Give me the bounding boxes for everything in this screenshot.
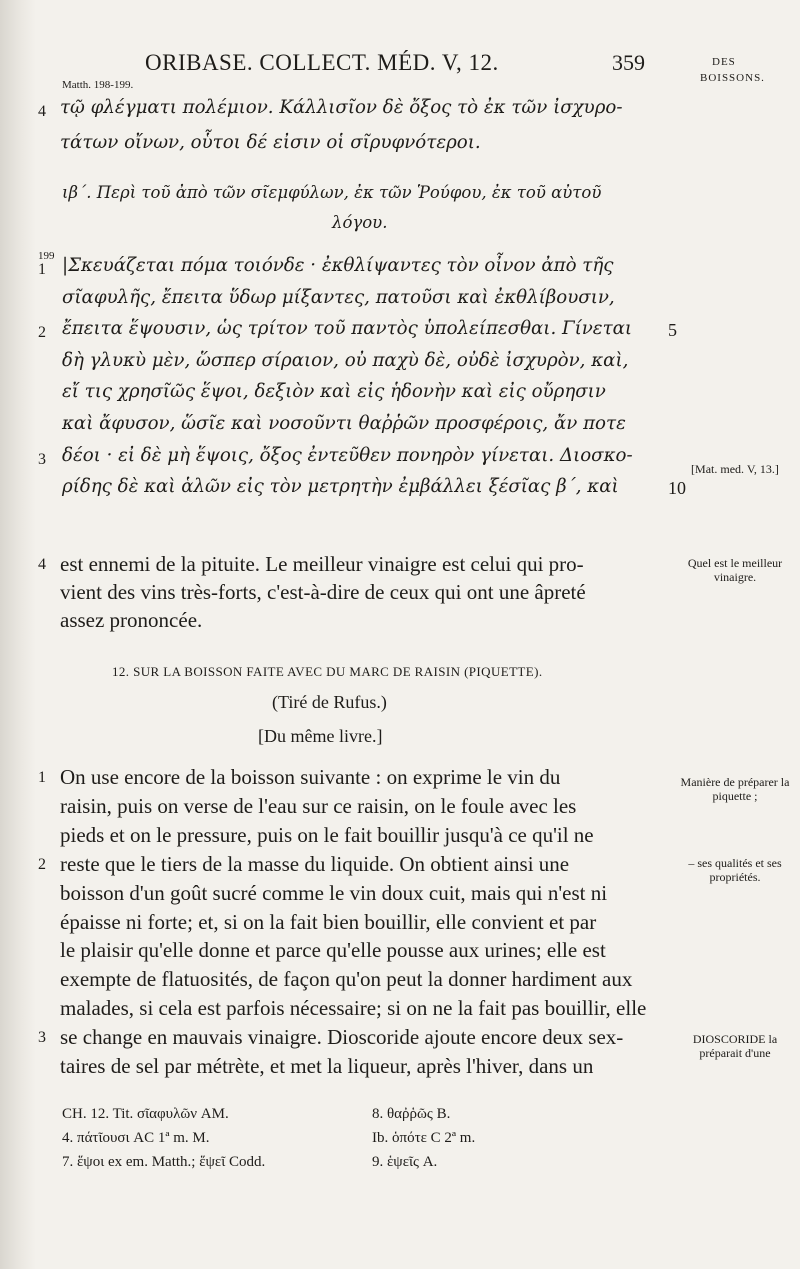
text-line: ρίδης δὲ καὶ ἁλῶν εἰς τὸν μετρητὴν ἐμβάλλει ξέσῖας β΄, καὶ bbox=[62, 476, 619, 498]
chapter-book: [Du même livre.] bbox=[258, 726, 383, 746]
paragraph-number: 3 bbox=[38, 1029, 46, 1047]
text-line: épaisse ni forte; et, si on la fait bien bouillir, elle convient et par bbox=[60, 909, 597, 934]
footnote: 8. θαῤῥῶς B. bbox=[372, 1106, 451, 1122]
text-line: |Σκευάζεται πόμα τοιόνδε · ἐκθλίψαντες τὸν οἶνον ἀπὸ τῆς bbox=[62, 255, 614, 276]
text-line: On use encore de la boisson suivante : on exprime le vin du bbox=[60, 765, 561, 789]
text-line: εἴ τις χρησῖῶς ἕψοι, δεξιὸν καὶ εἰς ἡδονὴν καὶ εἰς οὔρησιν bbox=[62, 381, 606, 403]
paragraph-number: 1 bbox=[38, 261, 46, 278]
footnote: 4. πάτῖουσι AC 1ª m. M. bbox=[62, 1130, 210, 1146]
text-line: exempte de flatuosités, de façon qu'on peut la donner hardiment aux bbox=[60, 967, 633, 992]
text-line: δέοι · εἰ δὲ μὴ ἕψοις, ὄξος ἐντεῦθεν πονηρὸν γίνεται. Διοσκο- bbox=[62, 444, 633, 466]
paragraph-number: 4 bbox=[38, 556, 46, 573]
paragraph-number: 1 bbox=[38, 769, 46, 786]
greek-chapter-title: ιβ΄. Περὶ τοῦ ἀπὸ τῶν σῖεμφύλων, ἐκ τῶν Ῥούφου, ἐκ τοῦ αὐτοῦ bbox=[62, 183, 602, 202]
chapter-source: (Tiré de Rufus.) bbox=[272, 692, 387, 712]
edition-reference: Matth. 198-199. bbox=[62, 79, 134, 91]
page-gutter-shade bbox=[0, 0, 36, 1269]
line-number: 10 bbox=[668, 478, 686, 499]
margin-note-vinegar: Quel est le meilleur vinaigre. bbox=[687, 556, 783, 584]
chapter-title: 12. SUR LA BOISSON FAITE AVEC DU MARC DE RAISIN (PIQUETTE). bbox=[112, 664, 543, 679]
paragraph-number: 3 bbox=[38, 450, 46, 468]
footnote: 9. ἑψεῖς A. bbox=[372, 1154, 438, 1170]
page-number: 359 bbox=[612, 50, 645, 75]
margin-note-qualities: – ses qualités et ses propriétés. bbox=[688, 856, 782, 884]
side-head-line-2: BOISSONS. bbox=[700, 72, 765, 84]
footnote: CH. 12. Tit. σῖαφυλῶν AM. bbox=[62, 1106, 229, 1122]
text-line: le plaisir qu'elle donne et parce qu'elle pousse aux urines; elle est bbox=[60, 938, 606, 963]
footnote: Ib. ὁπότε C 2ª m. bbox=[372, 1130, 476, 1146]
text-line: taires de sel par métrète, et met la liqueur, après l'hiver, dans un bbox=[60, 1054, 594, 1078]
text-line: σῖαφυλῆς, ἔπειτα ὕδωρ μίξαντες, πατοῦσι καὶ ἐκθλίβουσιν, bbox=[62, 286, 615, 308]
text-line: malades, si cela est parfois nécessaire; si on ne la fait pas bouillir, elle bbox=[60, 996, 647, 1021]
paragraph-number: 4 bbox=[38, 103, 46, 120]
text-line: pieds et on le pressure, puis on le fait bouillir jusqu'à ce qu'il ne bbox=[60, 822, 594, 847]
paragraph-number: 2 bbox=[38, 855, 46, 873]
text-line: se change en mauvais vinaigre. Dioscoride ajoute encore deux sex- bbox=[60, 1025, 624, 1050]
line-number: 5 bbox=[668, 320, 677, 341]
text-line: raisin, puis on verse de l'eau sur ce raisin, on le foule avec les bbox=[60, 793, 577, 818]
running-head: ORIBASE. COLLECT. MÉD. V, 12. bbox=[145, 50, 499, 75]
edition-page-marker: 199 bbox=[38, 250, 55, 262]
margin-note-dioscoride: DIOSCORIDE la préparait d'une bbox=[692, 1032, 778, 1060]
paragraph-number: 2 bbox=[38, 324, 46, 342]
text-line: ἔπειτα ἕψουσιν, ὡς τρίτον τοῦ παντὸς ὑπολείπεσθαι. Γίνεται bbox=[62, 318, 633, 340]
text-line: est ennemi de la pituite. Le meilleur vinaigre est celui qui pro- bbox=[60, 552, 584, 576]
text-line: vient des vins très-forts, c'est-à-dire de ceux qui ont une âpreté bbox=[60, 580, 586, 604]
text-line: assez prononcée. bbox=[60, 608, 203, 632]
greek-line: τῷ φλέγματι πολέμιον. Κάλλισῖον δὲ ὄξος τὸ ἐκ τῶν ἰσχυρο- bbox=[60, 97, 623, 118]
greek-line: τάτων οἴνων, οὗτοι δέ εἰσιν οἱ σῖρυφνότεροι. bbox=[60, 132, 481, 153]
margin-note-preparation: Manière de préparer la piquette ; bbox=[680, 775, 790, 803]
text-line: δὴ γλυκὺ μὲν, ὥσπερ σίραιον, οὐ παχὺ δὲ, οὐδὲ ἰσχυρὸν, καὶ, bbox=[62, 349, 629, 371]
text-line: καὶ ἄφυσον, ὥσῖε καὶ νοσοῦντι θαῤῥῶν προσφέροις, ἄν ποτε bbox=[62, 413, 626, 434]
text-line: reste que le tiers de la masse du liquide. On obtient ainsi une bbox=[60, 851, 570, 876]
text-line: boisson d'un goût sucré comme le vin doux cuit, mais qui n'est ni bbox=[60, 880, 608, 905]
margin-cross-reference: [Mat. med. V, 13.] bbox=[691, 462, 779, 476]
side-head-line-1: DES bbox=[712, 56, 736, 68]
footnote: 7. ἕψοι ex em. Matth.; ἕψεῖ Codd. bbox=[62, 1154, 266, 1170]
greek-chapter-title-continued: λόγου. bbox=[332, 213, 388, 232]
